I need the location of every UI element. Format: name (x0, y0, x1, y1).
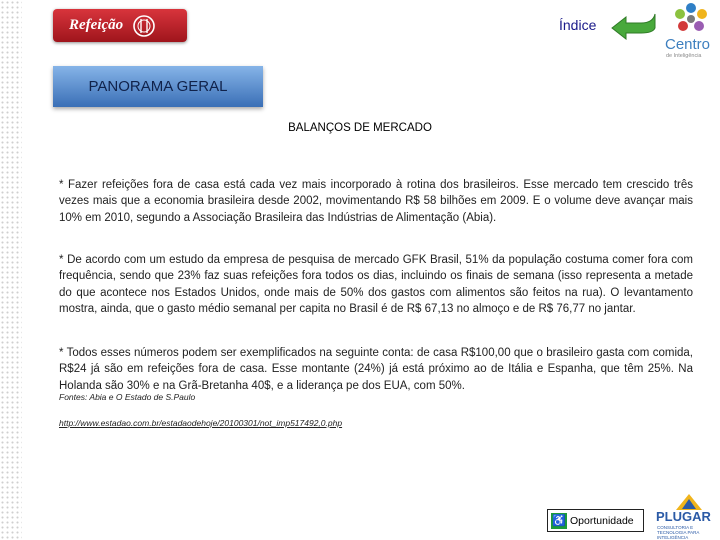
plugar-subtitle: CONSULTORIA E TECNOLOGIA PARA INTELIGÊNCIA (657, 525, 700, 540)
centro-logo (663, 2, 719, 64)
plate-cutlery-icon (132, 14, 156, 38)
refeicao-button[interactable] (53, 9, 187, 42)
paragraph-2: * De acordo com um estudo da empresa de pesquisa de mercado GFK Brasil, 51% da população costuma comer fora com frequência, sendo que 23% faz suas refeições fora todos os dias, incluindo os finais de semana (isso representa a metade do que acontece nos Estados Unidos, onde mais de 50% dos gastos com alimentos são feitos na rua). O levantamento mostra, ainda, que o gasto médio semanal per capita no Brasil é de R$ 67,13 no almoço e de R$ 76,77 no jantar. (59, 253, 693, 316)
decorative-dots (0, 0, 22, 540)
centro-subtitle: de Inteligência (666, 53, 702, 59)
sources-text: Fontes: Abia e O Estado de S.Paulo (59, 392, 196, 402)
plugar-logo (654, 494, 720, 540)
plugar-name: PLUGAR (656, 509, 711, 524)
oportunidade-button[interactable] (547, 509, 644, 532)
oportunidade-label: Oportunidade (570, 514, 634, 527)
page-title: BALANÇOS DE MERCADO (288, 122, 432, 134)
refeicao-label: Refeição (69, 17, 124, 33)
panorama-geral-button[interactable] (53, 66, 263, 107)
paragraph-1: * Fazer refeições fora de casa está cada vez mais incorporado à rotina dos brasileiros. Esse mercado tem crescido três vezes mais que a economia brasileira desde 2002, movimentando R$ 58 bilhões em 2009. E o volume deve avançar mais 10% em 2010, segundo a Associação Brasileira das Indústrias de Alimentação (Abia). (59, 178, 693, 224)
centro-name: Centro (665, 36, 711, 53)
paragraph-3: * Todos esses números podem ser exemplificados na seguinte conta: de casa R$100,00 que o brasileiro gasta com comida, R$24 já são em refeições fora de casa. Esse montante (24%) já está próximo ao de Itália e Espanha, que têm 25%. Na Holanda são 30% e na Grã-Bretanha 40$, e a liderança pe dos EUA, com 50%. (59, 346, 693, 392)
indice-link[interactable]: Índice (559, 17, 597, 33)
source-link[interactable]: http://www.estadao.com.br/estadaodehoje/20100301/not_imp517492,0.php (59, 418, 343, 428)
centro-logo-icon (671, 2, 711, 36)
back-arrow-icon[interactable] (611, 12, 657, 45)
accessibility-icon: ♿ (552, 514, 566, 527)
panorama-geral-label: PANORAMA GERAL (88, 78, 228, 95)
